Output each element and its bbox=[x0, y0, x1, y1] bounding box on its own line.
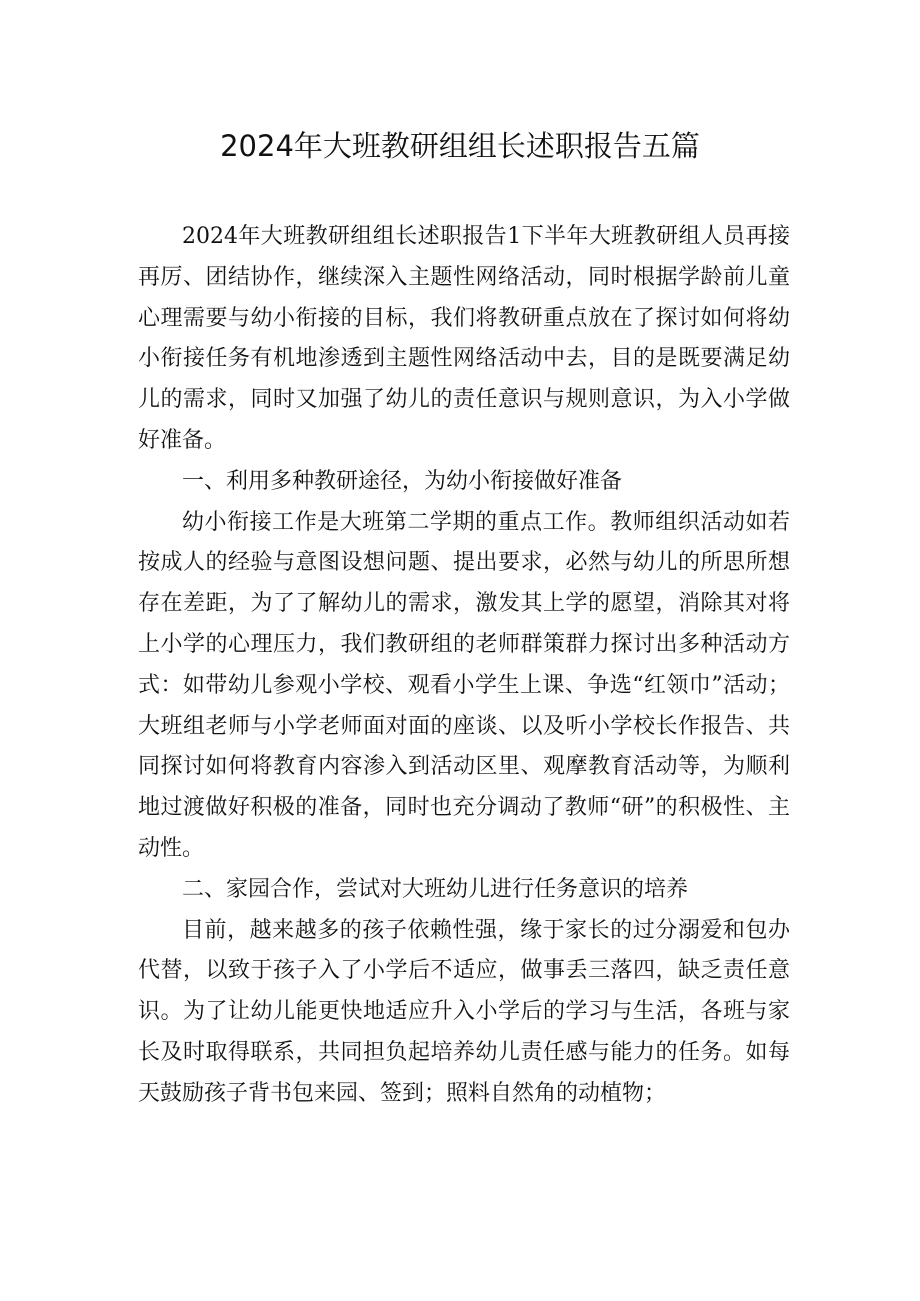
paragraph-section-2: 目前，越来越多的孩子依赖性强，缘于家长的过分溺爱和包办代替，以致于孩子入了小学后不适应，做事丢三落四，缺乏责任意识。为了让幼儿能更快地适应升入小学后的学习与生活，各班与家长及时取得联系，共同担负起培养幼儿责任感与能力的任务。如每天鼓励孩子背书包来园、签到；照料自然角的动植物； bbox=[138, 917, 790, 1106]
section-heading-2: 二、家园合作，尝试对大班幼儿进行任务意识的培养 bbox=[182, 876, 689, 902]
paragraph-section-1: 幼小衔接工作是大班第二学期的重点工作。教师组织活动如若按成人的经验与意图设想问题、提出要求，必然与幼儿的所思所想存在差距，为了了解幼儿的需求，激发其上学的愿望，消除其对将上小学的心理压力，我们教研组的老师群策群力探讨出多种活动方式：如带幼儿参观小学校、观看小学生上课、争选“红领巾”活动；大班组老师与小学老师面对面的座谈、以及听小学校长作报告、共同探讨如何将教育内容渗入到活动区里、观摩教育活动等，为顺利地过渡做好积极的准备，同时也充分调动了教师“研”的积极性、主动性。 bbox=[138, 509, 790, 861]
paragraph-intro: 2024年大班教研组组长述职报告1下半年大班教研组人员再接再厉、团结协作，继续深入主题性网络活动，同时根据学龄前儿童心理需要与幼小衔接的目标，我们将教研重点放在了探讨如何将幼小衔接任务有机地渗透到主题性网络活动中去，目的是既要满足幼儿的需求，同时又加强了幼儿的责任意识与规则意识，为入小学做好准备。 bbox=[138, 224, 790, 453]
document-title: 2024年大班教研组组长述职报告五篇 bbox=[220, 129, 700, 163]
section-heading-1: 一、利用多种教研途径，为幼小衔接做好准备 bbox=[182, 468, 623, 494]
document-body bbox=[138, 217, 790, 1115]
